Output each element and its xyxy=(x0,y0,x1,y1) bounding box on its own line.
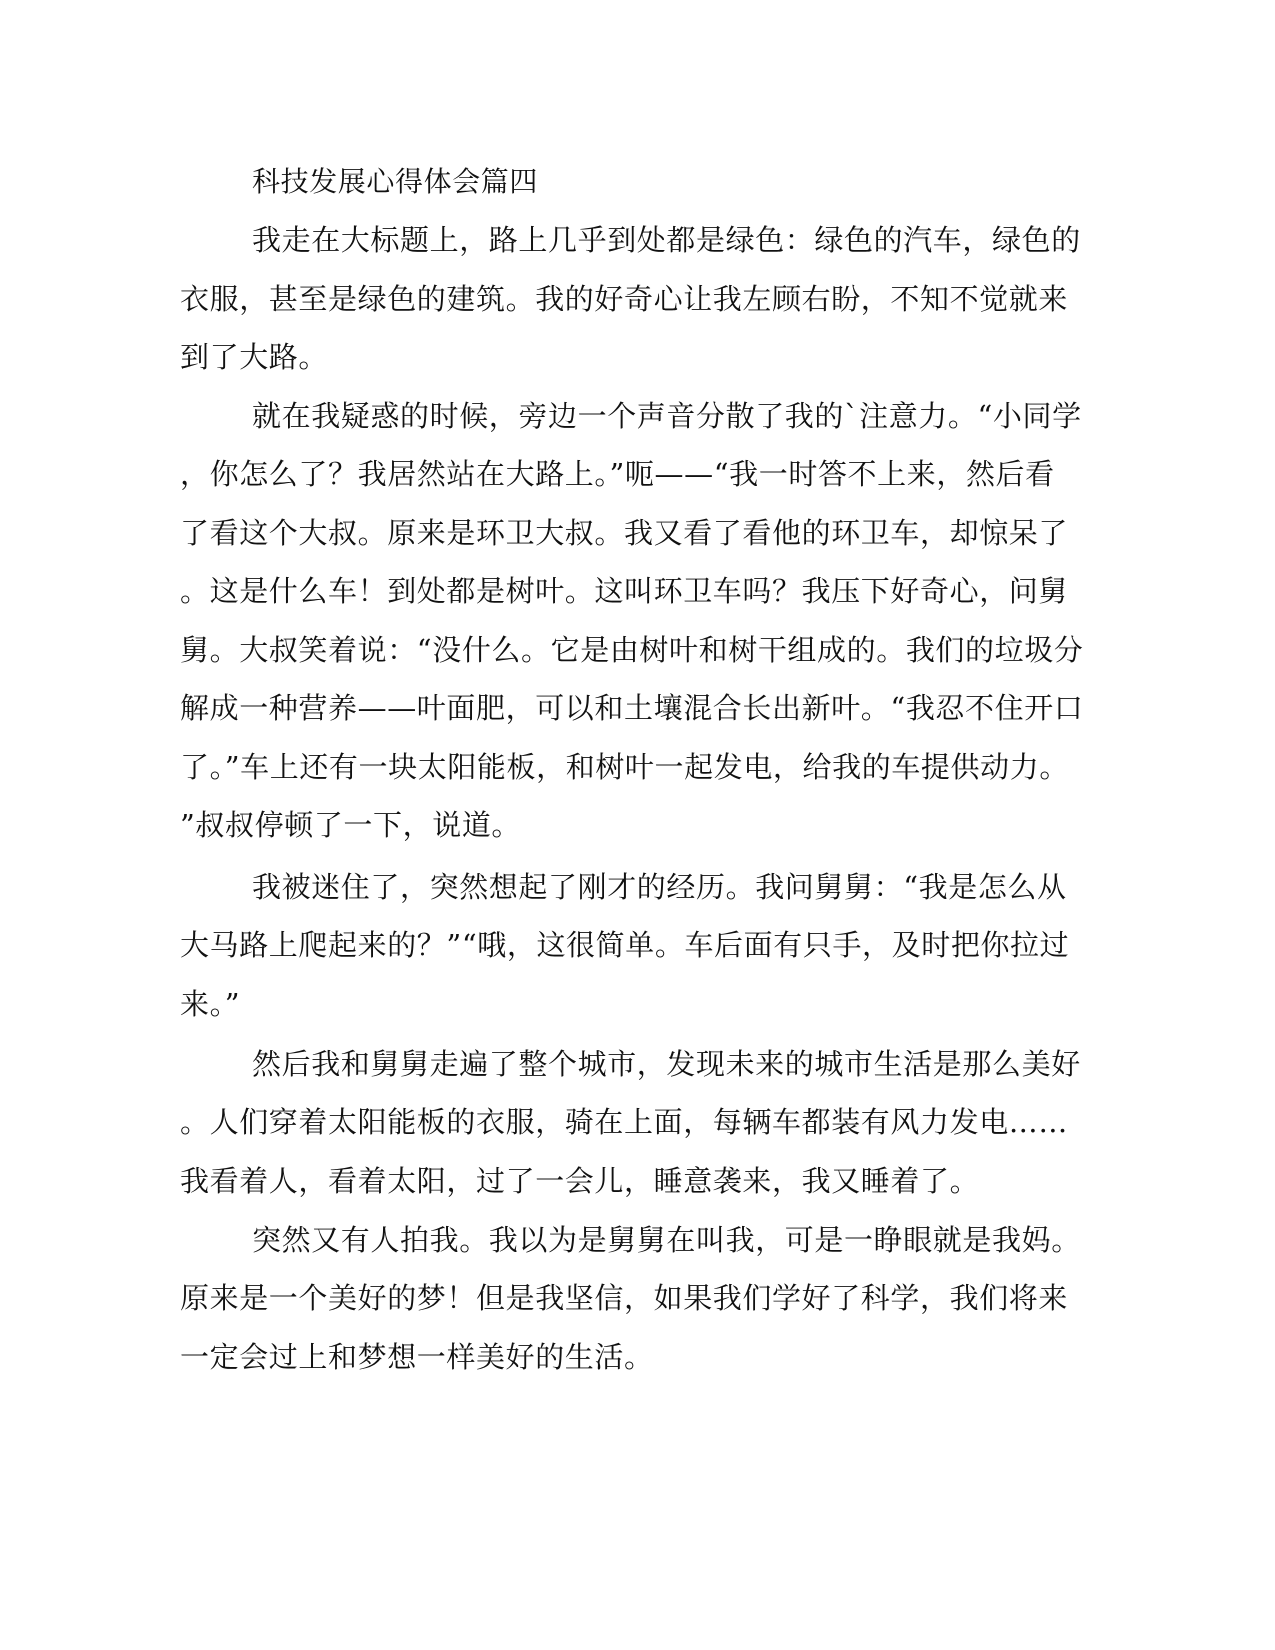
text-line: 。人们穿着太阳能板的衣服，骑在上面，每辆车都装有风力发电…… xyxy=(180,1105,1069,1139)
text-line: 来。” xyxy=(180,987,241,1021)
text-line: 衣服，甚至是绿色的建筑。我的好奇心让我左顾右盼，不知不觉就来 xyxy=(180,282,1069,316)
text-line: 舅。大叔笑着说：“没什么。它是由树叶和树干组成的。我们的垃圾分 xyxy=(180,633,1084,667)
text-line: 解成一种营养——叶面肥，可以和土壤混合长出新叶。“我忍不住开口 xyxy=(180,691,1084,725)
text-line: 我走在大标题上，路上几乎到处都是绿色：绿色的汽车，绿色的 xyxy=(252,223,1081,257)
text-line: 大马路上爬起来的？”“哦，这很简单。车后面有只手，及时把你拉过 xyxy=(180,928,1070,962)
text-line: 就在我疑惑的时候，旁边一个声音分散了我的`注意力。“小同学 xyxy=(252,399,1082,433)
text-line: 原来是一个美好的梦！但是我坚信，如果我们学好了科学，我们将来 xyxy=(180,1281,1069,1315)
text-line: ，你怎么了？我居然站在大路上。”呃——“我一时答不上来，然后看 xyxy=(180,457,1055,491)
text-line: 然后我和舅舅走遍了整个城市，发现未来的城市生活是那么美好 xyxy=(252,1047,1081,1081)
text-line: 了看这个大叔。原来是环卫大叔。我又看了看他的环卫车，却惊呆了 xyxy=(180,516,1069,550)
text-line: 我看着人，看着太阳，过了一会儿，睡意袭来，我又睡着了。 xyxy=(180,1164,980,1198)
text-line: 了。”车上还有一块太阳能板，和树叶一起发电，给我的车提供动力。 xyxy=(180,750,1069,784)
text-line: 到了大路。 xyxy=(180,340,329,374)
text-line: 突然又有人拍我。我以为是舅舅在叫我，可是一睁眼就是我妈。 xyxy=(252,1223,1081,1257)
text-line: 一定会过上和梦想一样美好的生活。 xyxy=(180,1340,654,1374)
text-line: 。这是什么车！到处都是树叶。这叫环卫车吗？我压下好奇心，问舅 xyxy=(180,574,1069,608)
page-title: 科技发展心得体会篇四 xyxy=(252,165,539,198)
text-line: 我被迷住了，突然想起了刚才的经历。我问舅舅：“我是怎么从 xyxy=(252,870,1067,904)
text-line: ”叔叔停顿了一下，说道。 xyxy=(180,808,522,842)
